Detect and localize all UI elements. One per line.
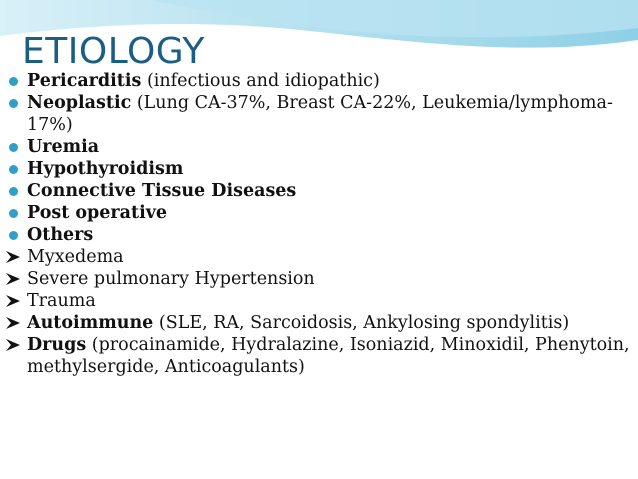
list-item (6, 224, 632, 246)
bullet-dot-icon (9, 99, 18, 108)
item-term: Autoimmune (27, 313, 154, 333)
arrow-bullet-icon (6, 251, 20, 263)
bullet-dot-icon (9, 187, 18, 196)
bullet-dot-icon (9, 165, 18, 174)
list-item (6, 158, 632, 180)
item-term: Pericarditis (27, 71, 142, 91)
bullet-dot-icon (9, 77, 18, 86)
list-item (6, 202, 632, 224)
slide-title: ETIOLOGY (22, 31, 205, 72)
item-term: Drugs (27, 335, 87, 355)
item-detail: Trauma (27, 291, 96, 311)
list-item (6, 92, 632, 136)
item-detail: Myxedema (27, 247, 124, 267)
list-item (6, 268, 632, 290)
list-item (6, 180, 632, 202)
etiology-list (6, 70, 632, 378)
item-detail: Severe pulmonary Hypertension (27, 269, 315, 289)
item-detail: (SLE, RA, Sarcoidosis, Ankylosing spondylitis) (153, 313, 570, 333)
list-item (6, 246, 632, 268)
list-item (6, 312, 632, 334)
list-item (6, 290, 632, 312)
arrow-bullet-icon (6, 317, 20, 329)
list-item (6, 136, 632, 158)
list-item (6, 334, 632, 378)
item-term: Others (27, 225, 94, 245)
item-term: Uremia (27, 137, 100, 157)
arrow-bullet-icon (6, 295, 20, 307)
list-item (6, 70, 632, 92)
arrow-bullet-icon (6, 339, 20, 351)
bullet-dot-icon (9, 231, 18, 240)
item-detail: (Lung CA-37%, Breast CA-22%, Leukemia/lymphoma-17%) (27, 93, 613, 135)
item-term: Post operative (27, 203, 168, 223)
item-term: Neoplastic (27, 93, 132, 113)
item-detail: (infectious and idiopathic) (141, 71, 380, 91)
bullet-dot-icon (9, 143, 18, 152)
arrow-bullet-icon (6, 273, 20, 285)
item-term: Hypothyroidism (27, 159, 184, 179)
bullet-dot-icon (9, 209, 18, 218)
item-term: Connective Tissue Diseases (27, 181, 297, 201)
item-detail: (procainamide, Hydralazine, Isoniazid, Minoxidil, Phenytoin, methylsergide, Anticoagulants) (27, 335, 630, 377)
